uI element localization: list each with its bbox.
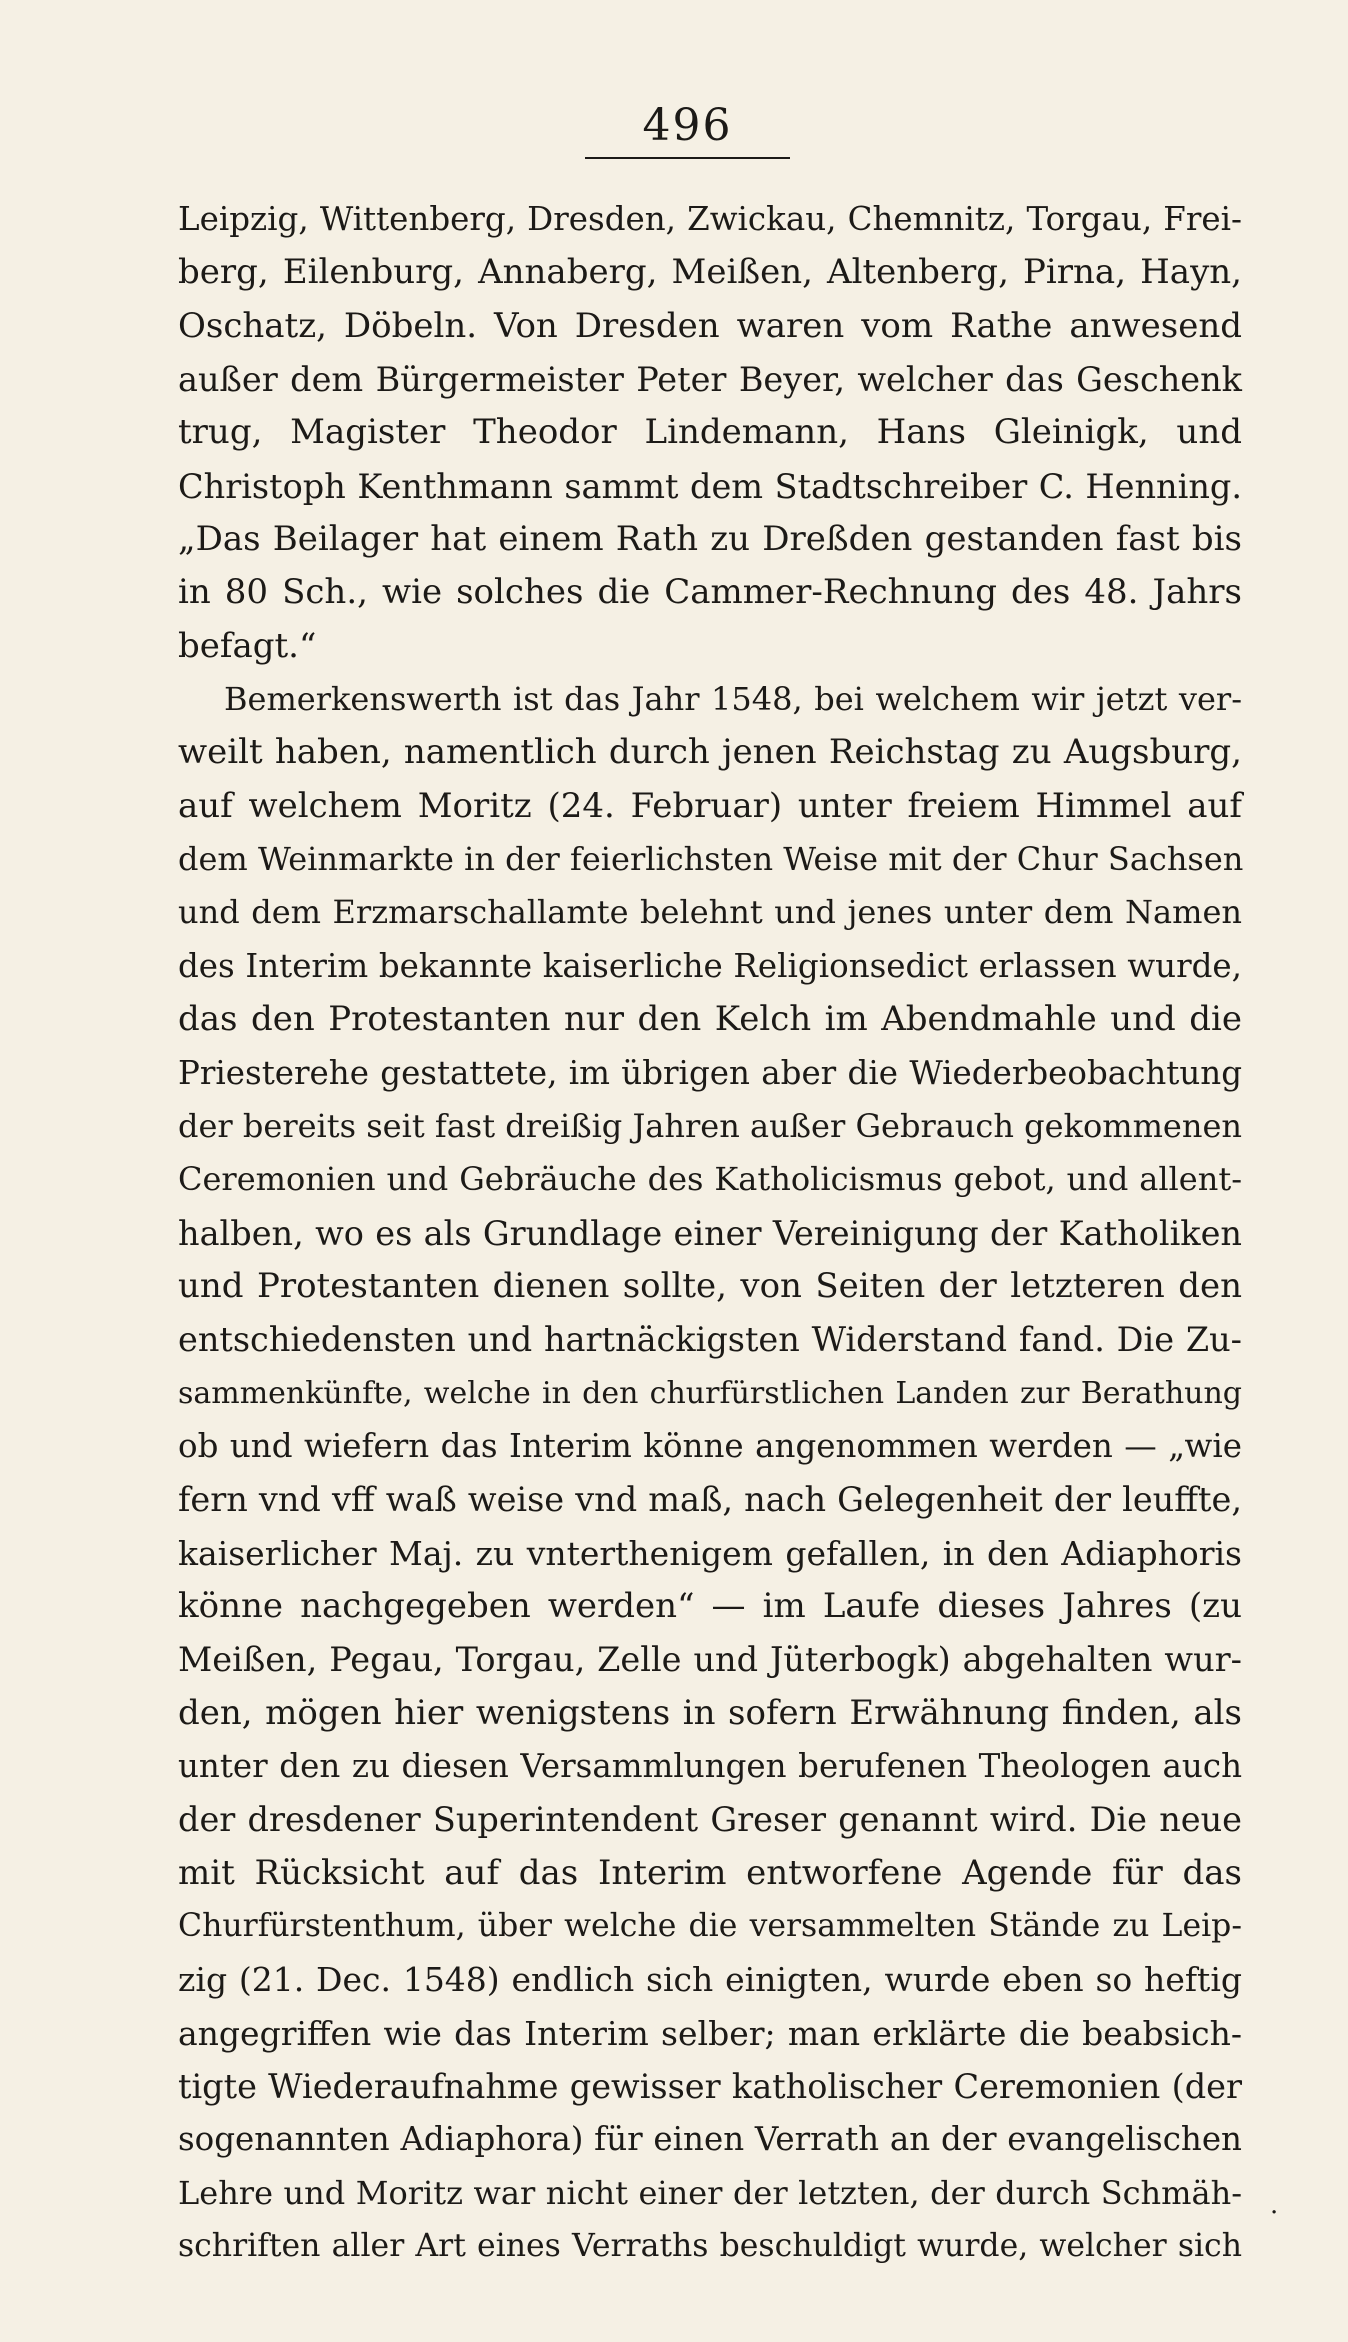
text-line: Churfürstenthum, über welche die versammelten Stände zu Leip- bbox=[178, 1908, 1242, 1944]
text-line: und dem Erzmarschallamte belehnt und jenes unter dem Namen bbox=[178, 893, 1242, 932]
text-line: halben, wo es als Grundlage einer Vereinigung der Katholiken bbox=[178, 1213, 1242, 1253]
text-line: Priesterehe gestattete, im übrigen aber die Wiederbeobachtung bbox=[178, 1053, 1242, 1092]
text-line: tigte Wiederaufnahme gewisser katholischer Ceremonien (der bbox=[178, 2067, 1242, 2107]
text-line: Christoph Kenthmann sammt dem Stadtschreiber C. Henning. bbox=[178, 466, 1242, 506]
margin-mark: · bbox=[1270, 2198, 1279, 2228]
page-number: 496 bbox=[642, 100, 733, 151]
text-line: kaiserlicher Maj. zu vnterthenigem gefallen, in den Adiaphoris bbox=[178, 1533, 1242, 1573]
text-line: ob und wiefern das Interim könne angenommen werden — „wie bbox=[178, 1426, 1242, 1465]
text-line: könne nachgegeben werden“ — im Laufe dieses Jahres (zu bbox=[178, 1585, 1242, 1626]
text-line: entschiedensten und hartnäckigsten Widerstand fand. Die Zu- bbox=[178, 1320, 1242, 1360]
text-line: „Das Beilager hat einem Rath zu Dreßden gestanden fast bis bbox=[178, 519, 1242, 560]
text-line: der dresdener Superintendent Greser genannt wird. Die neue bbox=[178, 1800, 1242, 1840]
text-line: sammenkünfte, welche in den churfürstlichen Landen zur Berathung bbox=[178, 1375, 1242, 1411]
text-line: Ceremonien und Gebräuche des Katholicismus gebot, und allent- bbox=[178, 1160, 1242, 1199]
body-text bbox=[178, 193, 1242, 2273]
text-line: befagt.“ bbox=[178, 625, 317, 666]
text-line: und Protestanten dienen sollte, von Seiten der letzteren den bbox=[178, 1265, 1242, 1306]
text-line: schriften aller Art eines Verraths beschuldigt wurde, welcher sich bbox=[178, 2228, 1242, 2265]
text-line: des Interim bekannte kaiserliche Religionsedict erlassen wurde, bbox=[178, 946, 1242, 985]
header-rule bbox=[585, 157, 790, 159]
text-line: mit Rücksicht auf das Interim entworfene Agende für das bbox=[178, 1852, 1242, 1893]
text-line: der bereits seit fast dreißig Jahren außer Gebrauch gekommenen bbox=[178, 1106, 1242, 1145]
text-line: dem Weinmarkte in der feierlichsten Weise mit der Chur Sachsen bbox=[178, 840, 1244, 879]
text-line: Oschatz, Döbeln. Von Dresden waren vom Rathe anwesend bbox=[178, 305, 1242, 346]
text-line: unter den zu diesen Versammlungen berufenen Theologen auch bbox=[178, 1746, 1242, 1785]
text-line: den, mögen hier wenigstens in sofern Erwähnung finden, als bbox=[178, 1692, 1242, 1733]
text-line: in 80 Sch., wie solches die Cammer-Rechnung des 48. Jahrs bbox=[178, 572, 1242, 613]
text-line: außer dem Bürgermeister Peter Beyer, welcher das Geschenk bbox=[178, 360, 1242, 400]
text-line: weilt haben, namentlich durch jenen Reichstag zu Augsburg, bbox=[178, 732, 1242, 773]
text-line: das den Protestanten nur den Kelch im Abendmahle und die bbox=[178, 999, 1242, 1040]
text-line: angegriffen wie das Interim selber; man erklärte die beabsich- bbox=[178, 2013, 1242, 2053]
text-line: fern vnd vff waß weise vnd maß, nach Gelegenheit der leuffte, bbox=[178, 1480, 1242, 1520]
text-line: Lehre und Moritz war nicht einer der letzten, der durch Schmäh- bbox=[178, 2173, 1242, 2212]
paragraph-first-line: Bemerkenswerth ist das Jahr 1548, bei welchem wir jetzt ver- bbox=[224, 680, 1242, 719]
text-line: Leipzig, Wittenberg, Dresden, Zwickau, Chemnitz, Torgau, Frei- bbox=[178, 200, 1242, 238]
text-line: trug, Magister Theodor Lindemann, Hans Gleinigk, und bbox=[178, 412, 1242, 453]
text-line: sogenannten Adiaphora) für einen Verrath an der evangelischen bbox=[178, 2120, 1242, 2159]
text-line: zig (21. Dec. 1548) endlich sich einigten, wurde eben so heftig bbox=[178, 1960, 1242, 2000]
text-line: berg, Eilenburg, Annaberg, Meißen, Altenberg, Pirna, Hayn, bbox=[178, 252, 1242, 293]
text-line: auf welchem Moritz (24. Februar) unter freiem Himmel auf bbox=[178, 785, 1242, 826]
text-line: Meißen, Pegau, Torgau, Zelle und Jüterbogk) abgehalten wur- bbox=[178, 1640, 1242, 1680]
